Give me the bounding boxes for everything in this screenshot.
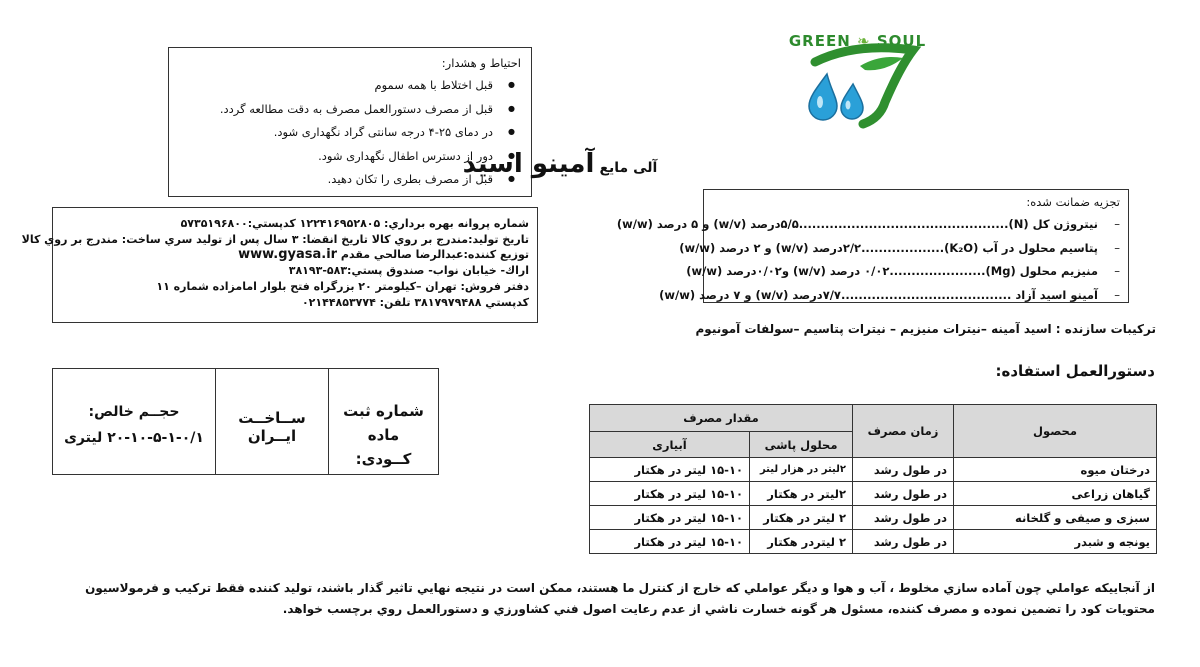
table-row	[590, 482, 1157, 506]
cell-time: در طول رشد	[853, 506, 954, 530]
volume-label: حجــم خالص:	[88, 404, 180, 420]
guarantee-title: تجزیه ضمانت شده:	[1026, 195, 1120, 209]
product-title	[415, 149, 715, 179]
cell-irrigation: ۱۵-۱۰ لیتر در هکتار	[590, 482, 750, 506]
code-label: کــودی:	[355, 450, 412, 468]
row-dash: –	[1114, 240, 1120, 255]
license-line: شماره پروانه بهره برداري: ۱۲۲۴۱۶۹۵۲۸۰۵ کدپستي:۵۷۳۵۱۹۶۸۰۰	[180, 217, 529, 230]
dates-line: تاریخ تولید:مندرج بر روي کالا تاریخ انقضا: ۳ سال پس از تولید سري ساخت: مندرج بر روي کالا	[21, 232, 529, 246]
table-row	[590, 530, 1157, 554]
guarantee-row	[686, 261, 1120, 285]
sales-office-line: دفتر فروش: تهران –کیلومتر ۲۰ بزرگراه فتح بلوار امامزاده شماره ۱۱	[156, 279, 529, 293]
guarantee-text: آمینو اسید آزاد .......................................۷/۷درصد (w/v) و ۷ درصد (w/w)	[659, 287, 1098, 302]
product-type: آلی مایع	[599, 160, 658, 176]
guarantee-row	[616, 214, 1120, 238]
cell-foliar: ۲ لیتردر هکتار	[750, 530, 853, 554]
header-amount: مقدار مصرف	[590, 405, 853, 432]
cell-product: گیاهان زراعی	[954, 482, 1157, 506]
disclaimer-text: از آنجاییکه عواملي چون آماده سازي مخلوط ، آب و هوا و دیگر عواملي که خارج از کنترل ما هستند، ممکن است در نتیجه نهایي تاثیر گذار باشند، تولید کننده فقط ترکیب و فرمولاسیون محتویات کود را تضمین نموده و مصرف کننده، مسئول هر گونه خسارت ناشي از عدم رعایت اصول فني کشاورزي و دستورالعمل روي برچسب خواهد.	[85, 581, 1155, 616]
warning-title: احتیاط و هشدار:	[441, 56, 521, 70]
made-in-text: ســاخــت ایــران	[238, 409, 306, 445]
usage-table	[589, 404, 1157, 554]
logo-text: GREEN ❧ SOUL	[788, 32, 927, 50]
cell-foliar: ۲ لیتر در هکتار	[750, 506, 853, 530]
composition-line: ترکیبات سازنده : اسید آمینه –نیترات منیزیم – نیترات پتاسیم –سولفات آمونیوم	[695, 322, 1156, 336]
registration-cell	[328, 369, 438, 474]
cell-product: یونجه و شبدر	[954, 530, 1157, 554]
volume-value: ۲۰-۱۰-۵-۱-۰/۱ لیتری	[64, 430, 204, 446]
website-link[interactable]: www.gyasa.ir	[238, 247, 338, 263]
guaranteed-analysis-box	[616, 189, 1129, 303]
warning-item: ● در دمای ۲۵-۴ درجه سانتی گراد نگهداری شود.	[179, 123, 493, 147]
guarantee-row	[679, 238, 1120, 262]
header-foliar: محلول پاشی	[750, 432, 853, 458]
row-dash: –	[1114, 217, 1120, 231]
product-name: آمینو اسید	[462, 149, 595, 179]
water-drops-icon	[785, 32, 930, 130]
warning-item: ● دور از دسترس اطفال نگهداری شود.	[179, 147, 493, 171]
row-dash: –	[1114, 287, 1120, 302]
warning-item: ● قبل اختلاط با همه سموم	[179, 76, 493, 100]
logo-text-left: GREEN	[788, 32, 851, 50]
logo-text-right: SOUL	[876, 32, 927, 50]
cell-irrigation: ۱۵-۱۰ لیتر در هکتار	[590, 506, 750, 530]
cell-product: درختان میوه	[954, 458, 1157, 482]
cell-time: در طول رشد	[853, 458, 954, 482]
brand-logo	[785, 32, 930, 130]
made-in-cell	[215, 369, 328, 474]
cell-irrigation: ۱۵-۱۰ لیتر در هکتار	[590, 530, 750, 554]
cell-product: سبزی و صیفی و گلخانه	[954, 506, 1157, 530]
warning-item: ● قبل از مصرف بطری را تکان دهید.	[179, 170, 493, 194]
table-row	[590, 458, 1157, 482]
cell-time: در طول رشد	[853, 530, 954, 554]
guarantee-row	[659, 285, 1120, 309]
address-line: اراك- خیابان نواب- صندوق پستي:۵۸۳-۳۸۱۹۳	[288, 264, 529, 278]
cell-time: در طول رشد	[853, 482, 954, 506]
usage-heading: دستورالعمل استفاده:	[995, 362, 1155, 380]
producer-info-box	[21, 207, 538, 323]
guarantee-text: نیتروژن کل (N)................................................۵/۵درصد (w/v) و ۵ درصد (w/w)	[616, 217, 1098, 231]
cell-irrigation: ۱۵-۱۰ لیتر در هکتار	[590, 458, 750, 482]
row-dash: –	[1114, 264, 1120, 278]
cell-foliar: ۲لیتر در هزار لیتر	[750, 458, 853, 482]
header-product: محصول	[954, 405, 1157, 458]
distributor-line	[61, 247, 529, 263]
table-row	[590, 506, 1157, 530]
volume-cell	[53, 369, 215, 474]
warning-item: ● قبل از مصرف دستورالعمل مصرف به دقت مطالعه گردد.	[179, 100, 493, 124]
header-time: زمان مصرف	[853, 405, 954, 458]
guarantee-text: پتاسیم محلول در آب (K₂O)...................۲/۲درصد (w/v) و ۲ درصد (w/w)	[679, 240, 1098, 255]
guarantee-text: منیزیم محلول (Mg)......................۰/۰۲ درصد (w/v) و۰/۰۲درصد (w/w)	[686, 264, 1098, 278]
header-irrigation: آبیاری	[590, 432, 750, 458]
contact-line: کدپستي ۳۸۱۷۹۷۹۴۸۸ تلفن: ۰۲۱۴۴۸۵۳۷۷۴	[301, 295, 529, 309]
distributor-label: توزیع کننده:عبدالرضا صالحي مقدم	[340, 248, 529, 262]
cell-foliar: ۲لیتر در هکتار	[750, 482, 853, 506]
table-header-row	[590, 405, 1157, 432]
registration-label: شماره ثبت ماده	[343, 402, 424, 444]
registration-table	[52, 368, 439, 475]
